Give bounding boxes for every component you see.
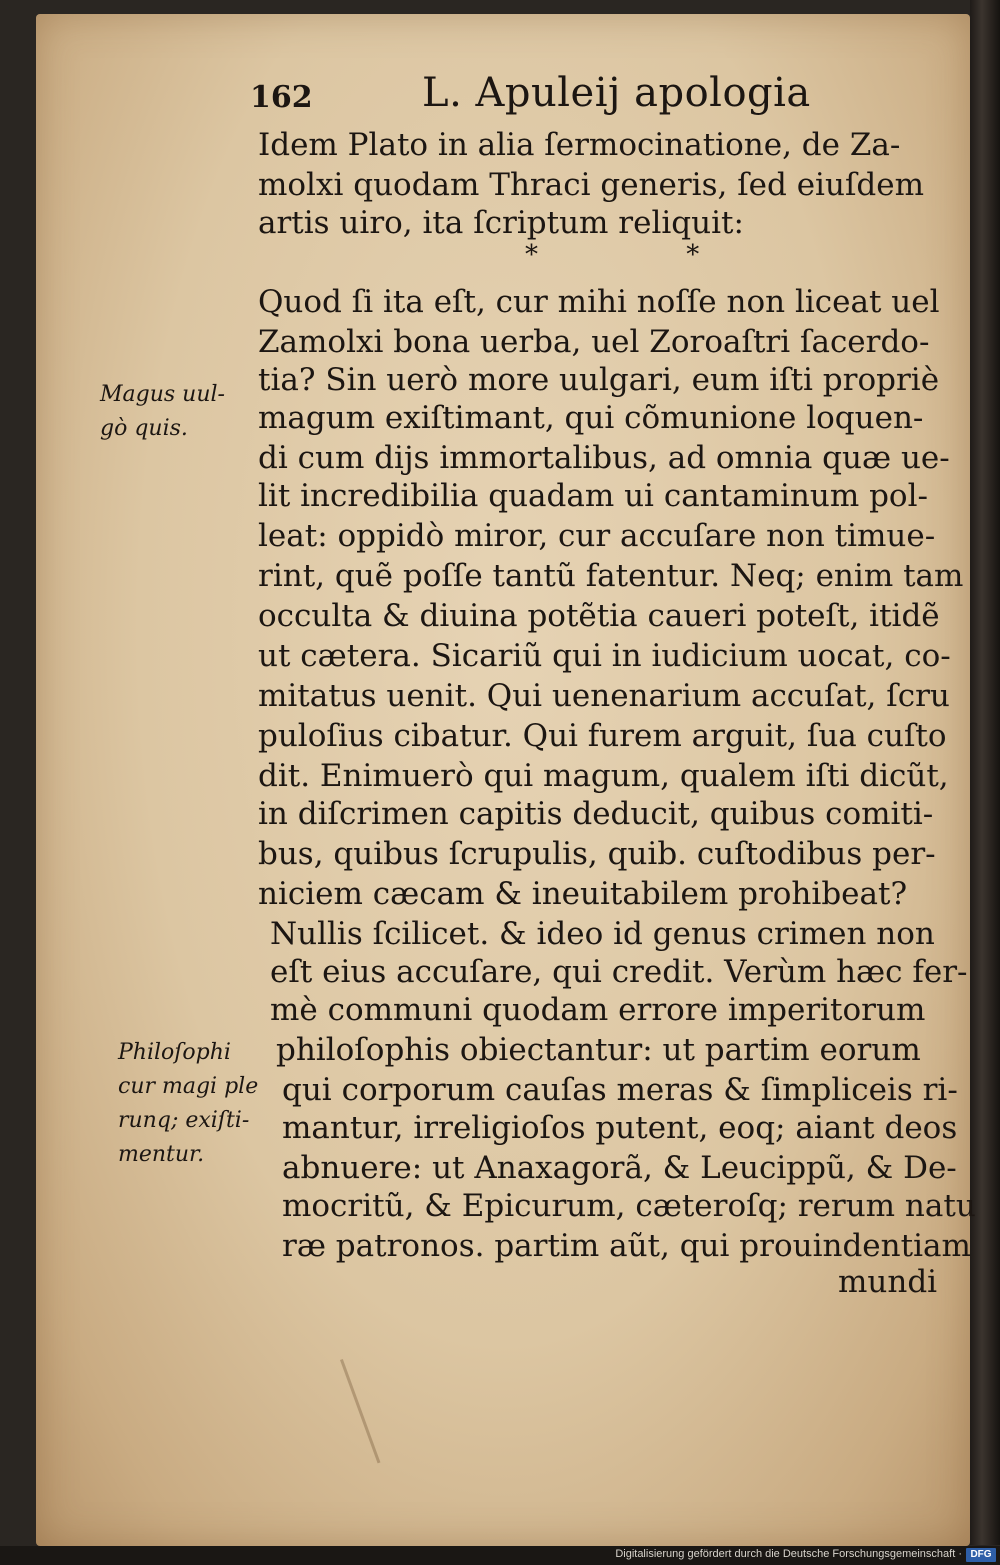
text-line: mocritũ, & Epicurum, cæteroſq; rerum natu	[282, 1188, 976, 1224]
text-line: artis uiro, ita ſcriptum reliquit:	[258, 205, 744, 241]
running-title: L. Apuleij apologia	[422, 70, 811, 116]
text-line: dit. Enimuerò qui magum, qualem iſti dicũt,	[258, 758, 949, 794]
text-line: Quod ſi ita eſt, cur mihi noſſe non liceat uel	[258, 284, 940, 320]
text-line: mitatus uenit. Qui uenenarium accuſat, ſcru	[258, 678, 950, 714]
text-line: mundi	[838, 1264, 938, 1300]
text-line: puloſius cibatur. Qui furem arguit, ſua cuſto	[258, 718, 947, 754]
text-line: occulta & diuina potẽtia caueri poteſt, itidẽ	[258, 598, 940, 634]
text-line: mantur, irreligioſos putent, eoq; aiant deos	[282, 1110, 958, 1146]
text-line: Zamolxi bona uerba, uel Zoroaſtri ſacerdo-	[258, 324, 930, 360]
text-line: in diſcrimen capitis deducit, quibus comiti-	[258, 796, 934, 832]
text-line: philoſophis obiectantur: ut partim eorum	[276, 1032, 921, 1068]
margin-note-line: mentur.	[118, 1142, 205, 1167]
text-line: mè communi quodam errore imperitorum	[270, 992, 926, 1028]
text-line: niciem cæcam & ineuitabilem prohibeat?	[258, 876, 908, 912]
margin-note-line: Magus uul-	[100, 382, 225, 407]
footer-credit: Digitalisierung gefördert durch die Deutsche Forschungsgemeinschaft ·	[615, 1548, 962, 1560]
margin-note-line: gò quis.	[100, 416, 188, 441]
text-line: ræ patronos. partim aũt, qui prouindentiam	[282, 1228, 971, 1264]
text-line: ut cætera. Sicariũ qui in iudicium uocat, co-	[258, 638, 951, 674]
text-line: lit incredibilia quadam ui cantaminum pol-	[258, 478, 928, 514]
margin-note-line: runq; exiſti-	[118, 1108, 250, 1133]
margin-note-magus	[100, 378, 225, 446]
text-line: molxi quodam Thraci generis, ſed eiuſdem	[258, 167, 925, 203]
running-header	[250, 70, 850, 130]
text-line: qui corporum cauſas meras & ſimpliceis ri-	[282, 1072, 958, 1108]
page-number: 162	[250, 80, 313, 115]
dfg-logo: DFG	[966, 1548, 996, 1562]
margin-note-line: Philoſophi	[118, 1040, 231, 1065]
text-line: abnuere: ut Anaxagorã, & Leucippũ, & De-	[282, 1150, 957, 1186]
text-line: magum exiſtimant, qui cõmunione loquen-	[258, 400, 924, 436]
text-line: leat: oppidò miror, cur accuſare non timue-	[258, 518, 936, 554]
digitization-footer	[0, 1546, 1000, 1565]
text-line: eſt eius accuſare, qui credit. Verùm hæc fer-	[270, 954, 968, 990]
text-line: Idem Plato in alia ſermocinatione, de Za-	[258, 127, 901, 163]
margin-note-philosophi	[118, 1036, 258, 1172]
section-asterisks: * *	[525, 240, 770, 270]
text-line: tia? Sin uerò more uulgari, eum iſti propriè	[258, 362, 940, 398]
text-line: rint, quẽ poſſe tantũ fatentur. Neq; enim tam	[258, 558, 964, 594]
book-edge	[970, 0, 1000, 1545]
text-line: bus, quibus ſcrupulis, quib. cuſtodibus per-	[258, 836, 936, 872]
text-line: Nullis ſcilicet. & ideo id genus crimen non	[270, 916, 935, 952]
text-line: di cum dijs immortalibus, ad omnia quæ ue-	[258, 440, 950, 476]
margin-note-line: cur magi ple	[118, 1074, 259, 1099]
